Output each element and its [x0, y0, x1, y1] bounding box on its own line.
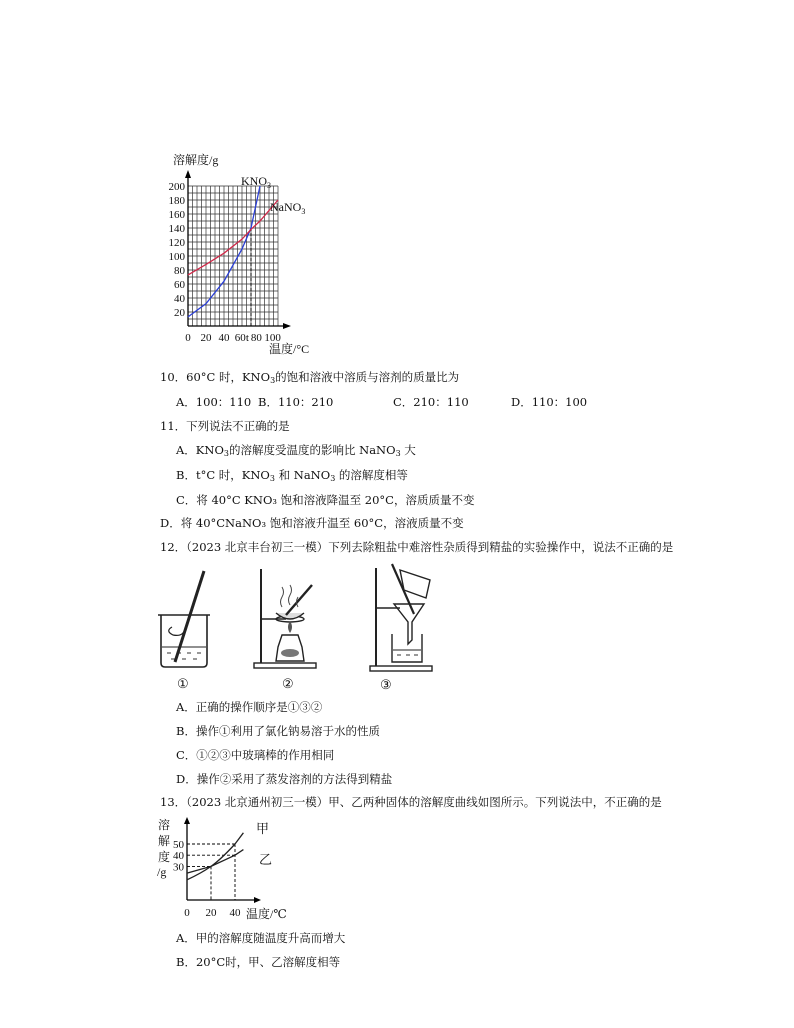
- glass-rod: [175, 571, 204, 662]
- x-tick-label: 20: [200, 332, 212, 344]
- q12-option-c: C．①②③中玻璃棒的作用相同: [176, 748, 335, 762]
- y-tick-label: 160: [168, 209, 185, 221]
- y-tick-label: 40: [173, 850, 184, 863]
- apparatus-dissolving-figure: [155, 567, 215, 691]
- q11-option-a: A．$KNO_3$的溶解度受温度的影响比 NaNO$_3$ 大: [176, 443, 416, 458]
- x-tick-label: 40: [229, 907, 241, 919]
- svg-text:溶: 溶: [158, 818, 171, 832]
- question-11-stem: 11．下列说法不正确的是: [160, 419, 290, 433]
- y-tick-label: 100: [168, 251, 185, 263]
- question-10-stem: 10．60°C 时，$KNO_3$的饱和溶液中溶质与溶剂的质量比为: [160, 370, 460, 385]
- y-axis-arrow: [185, 170, 191, 178]
- y-axis-label: 溶解度/g: [173, 153, 219, 167]
- x-tick-label: 60: [234, 332, 246, 344]
- x-tick-label: t: [245, 332, 249, 344]
- series-label-yi: 乙: [259, 852, 273, 867]
- apparatus-evaporation-figure: [246, 567, 326, 691]
- y-axis-arrow: [184, 817, 190, 824]
- apparatus-filtration-figure: [364, 562, 444, 692]
- x-tick-label: 100: [264, 332, 281, 344]
- x-tick-label: 80: [250, 332, 262, 344]
- y-tick-label: 80: [174, 265, 185, 277]
- q12-option-d: D．操作②采用了蒸发溶剂的方法得到精盐: [176, 772, 393, 786]
- receiving-beaker: [392, 634, 422, 662]
- x-tick-label: 20: [205, 907, 217, 919]
- stir-arrow: [169, 627, 185, 635]
- y-tick-label: 140: [168, 223, 185, 235]
- chart-grid: [188, 186, 278, 326]
- evaporating-dish: [276, 613, 304, 619]
- stand-base: [254, 663, 316, 668]
- funnel: [394, 604, 424, 644]
- y-tick-labels: [169, 181, 186, 319]
- alcohol-lamp: [276, 635, 304, 661]
- q11-option-b: B．t°C 时，$KNO_3$ 和 NaNO$_3$ 的溶解度相等: [176, 468, 408, 483]
- lamp-liquid: [281, 649, 299, 657]
- figure-label-2: ②: [282, 676, 294, 691]
- x-tick-label: 40: [218, 332, 230, 344]
- liquid-dashes: [167, 653, 201, 659]
- x-axis-arrow: [283, 323, 291, 329]
- x-tick-label: 0: [184, 907, 190, 919]
- y-tick-label: 40: [174, 293, 185, 305]
- solubility-chart-jia-yi: [155, 814, 295, 924]
- y-tick-label: 120: [168, 237, 185, 249]
- solubility-chart-kno3-nano3: [150, 148, 330, 360]
- x-tick-labels: [185, 332, 281, 344]
- stand-base: [370, 666, 432, 671]
- question-13-stem: 13．（2023 北京通州初三一模）甲、乙两种固体的溶解度曲线如图所示。下列说法中，不正确的是: [160, 795, 662, 809]
- q12-option-a: A．正确的操作顺序是①③②: [176, 700, 323, 714]
- q10-option-a: A．100：110: [176, 395, 252, 409]
- series-label-kno3: $KNO_3$: [241, 174, 271, 190]
- x-axis-arrow: [254, 897, 261, 903]
- y-tick-label: 60: [174, 279, 185, 291]
- series-label-nano3: NaNO$_3$: [270, 200, 306, 216]
- q13-option-b: B．20°C时，甲、乙溶解度相等: [176, 955, 341, 969]
- y-tick-label: 180: [168, 195, 185, 207]
- x-axis-label: 温度/℃: [246, 907, 287, 921]
- x-tick-label: 0: [185, 332, 191, 344]
- q10-option-b: B．110：210: [258, 395, 334, 409]
- q13-option-a: A．甲的溶解度随温度升高而增大: [176, 931, 346, 945]
- y-tick-label: 200: [168, 181, 185, 193]
- x-axis-label: 温度/°C: [269, 342, 310, 356]
- glass-rod: [286, 585, 312, 615]
- lamp-flame: [288, 621, 292, 633]
- q12-option-b: B．操作①利用了氯化钠易溶于水的性质: [176, 724, 380, 738]
- figure-label-1: ①: [177, 676, 189, 691]
- q10-option-c: C．210：110: [393, 395, 469, 409]
- svg-text:解: 解: [158, 834, 171, 848]
- y-axis-label: [157, 817, 170, 879]
- svg-text:/g: /g: [157, 865, 167, 879]
- q11-option-c: C．将 40°C KNO₃ 饱和溶液降温至 20°C，溶质质量不变: [176, 493, 475, 507]
- y-tick-labels: [173, 839, 185, 873]
- y-tick-label: 20: [174, 307, 185, 319]
- series-label-jia: 甲: [256, 821, 270, 836]
- x-tick-labels: [184, 907, 241, 919]
- q10-option-d: D．110：100: [511, 395, 588, 409]
- svg-text:度: 度: [158, 850, 171, 864]
- y-tick-label: 50: [173, 839, 184, 851]
- question-12-stem: 12．（2023 北京丰台初三一模）下列去除粗盐中难溶性杂质得到精盐的实验操作中，说法不正确的是: [160, 540, 674, 554]
- q11-option-d: D．将 40°CNaNO₃ 饱和溶液升温至 60°C，溶液质量不变: [160, 516, 464, 530]
- y-tick-label: 30: [173, 861, 184, 874]
- figure-label-3: ③: [380, 677, 392, 692]
